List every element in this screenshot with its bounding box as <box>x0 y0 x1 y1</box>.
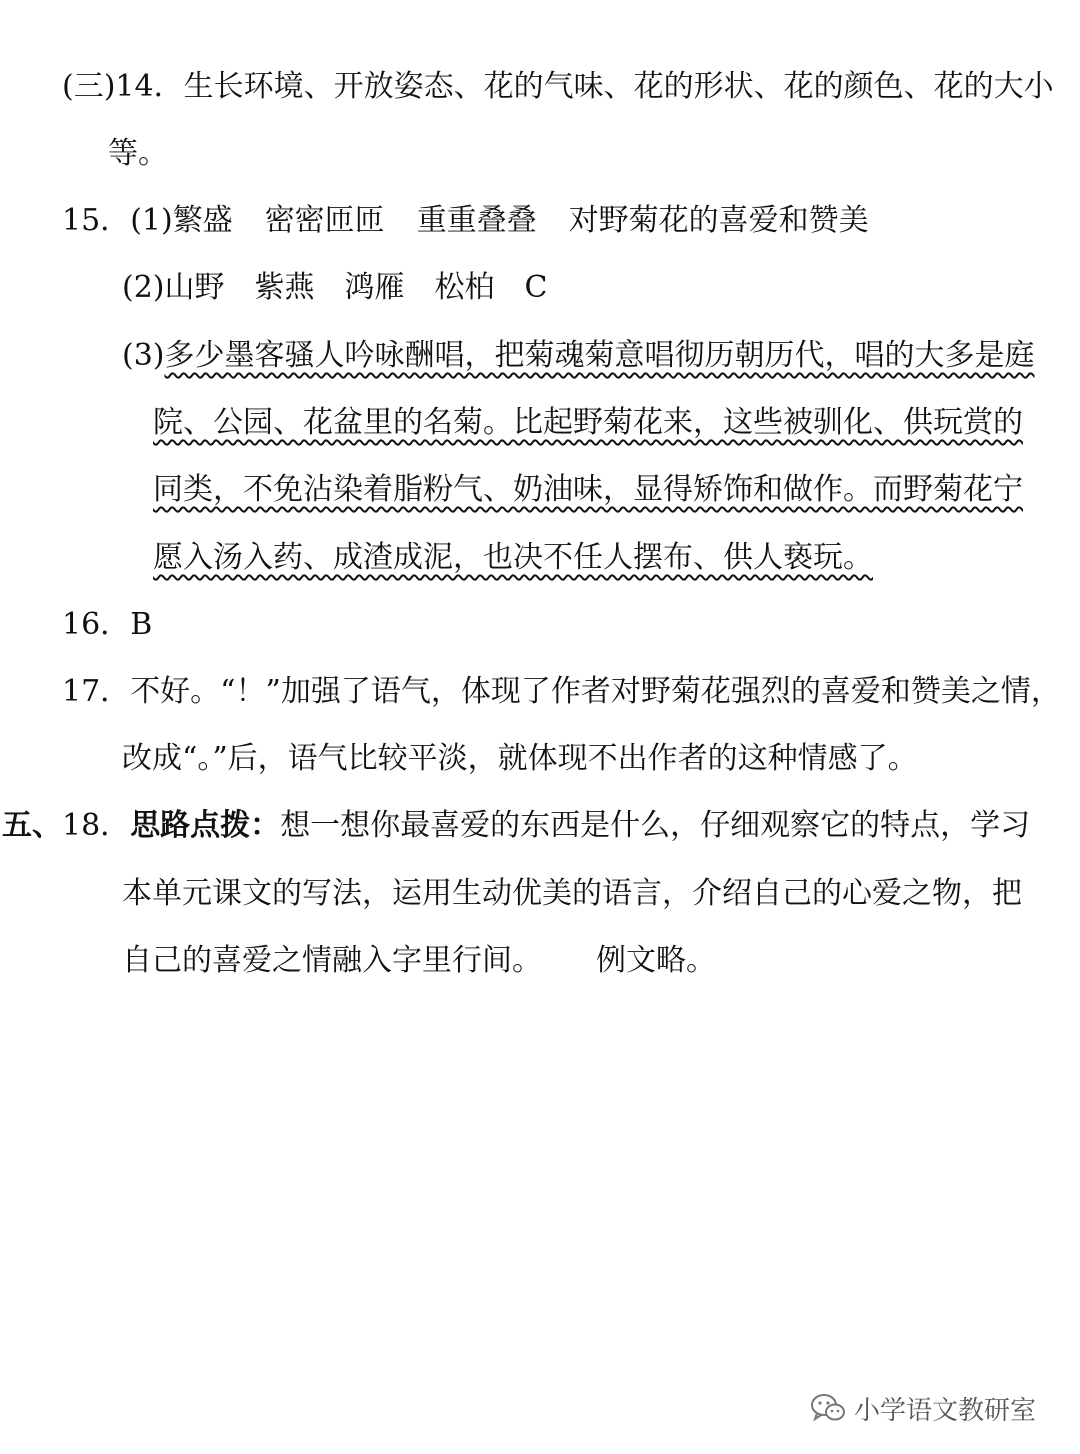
q14-number: (三)14． <box>62 69 184 104</box>
section-five-label: 五、 <box>2 808 62 843</box>
q14-line-1 <box>62 67 1054 107</box>
q15-part3-line-2 <box>153 403 1023 443</box>
q14-text-line2: 等。 <box>108 136 168 171</box>
q15-p1-item: 密密匝匝 <box>264 203 385 238</box>
q15-part3-line-3 <box>153 470 1023 510</box>
q16-answer: B <box>130 607 153 642</box>
q15-p3-underlined-text: 多少墨客骚人吟咏酬唱，把菊魂菊意唱彻历朝历代，唱的大多是庭 <box>164 338 1035 373</box>
q15-p2-label: (2) <box>122 270 165 305</box>
q16-line <box>62 605 152 645</box>
q17-text-line1: 不好。“！”加强了语气，体现了作者对野菊花强烈的喜爱和赞美之情， <box>130 674 1061 709</box>
q15-p3-label: (3) <box>122 338 165 373</box>
q15-p3-underlined-text: 院、公园、花盆里的名菊。比起野菊花来，这些被驯化、供玩赏的 <box>153 405 1023 440</box>
q15-p2-item: 紫燕 <box>254 270 315 305</box>
q15-part1 <box>62 201 869 241</box>
q15-part3-line-1 <box>122 336 1035 376</box>
q14-line-2 <box>108 134 168 174</box>
q18-hint-label: 思路点拨： <box>130 808 281 843</box>
q15-p1-label: (1) <box>130 203 173 238</box>
watermark <box>808 1388 1036 1428</box>
q15-p1-item: 重重叠叠 <box>416 203 537 238</box>
q15-p2-item: 松柏 <box>434 270 495 305</box>
q15-p1-item: 繁盛 <box>172 203 233 238</box>
q18-text-line1: 想一想你最喜爱的东西是什么，仔细观察它的特点，学习 <box>280 808 1031 843</box>
q18-line-2 <box>122 874 1022 914</box>
q15-part3-line-4 <box>153 538 873 578</box>
q17-text-line2: 改成“。”后，语气比较平淡，就体现不出作者的这种情感了。 <box>122 741 918 776</box>
q18-line-3 <box>122 941 716 981</box>
q18-line-1 <box>2 806 1030 846</box>
q16-number: 16． <box>62 607 131 642</box>
watermark-text: 小学语文教研室 <box>854 1395 1037 1426</box>
q18-text-line2: 本单元课文的写法，运用生动优美的语言，介绍自己的心爱之物，把 <box>122 876 1022 911</box>
q15-p3-underlined-text: 同类，不免沾染着脂粉气、奶油味，显得矫饰和做作。而野菊花宁 <box>153 472 1023 507</box>
q17-number: 17． <box>62 674 131 709</box>
q15-p2-item: C <box>524 270 548 305</box>
q15-p1-item: 对野菊花的喜爱和赞美 <box>568 203 869 238</box>
q18-sample-note: 例文略。 <box>596 943 716 978</box>
wechat-icon <box>808 1390 848 1426</box>
q14-text-line1: 生长环境、开放姿态、花的气味、花的形状、花的颜色、花的大小 <box>183 69 1054 104</box>
q15-p2-item: 鸿雁 <box>344 270 405 305</box>
q18-text-line3: 自己的喜爱之情融入字里行间。 <box>122 943 542 978</box>
q17-line-2 <box>122 739 918 779</box>
q15-number: 15． <box>62 203 131 238</box>
q15-part2 <box>122 268 547 308</box>
q15-p3-underlined-text: 愿入汤入药、成渣成泥，也决不任人摆布、供人亵玩。 <box>153 540 873 575</box>
q15-p2-item: 山野 <box>164 270 225 305</box>
q18-number: 18． <box>62 808 131 843</box>
q17-line-1 <box>62 672 1061 712</box>
